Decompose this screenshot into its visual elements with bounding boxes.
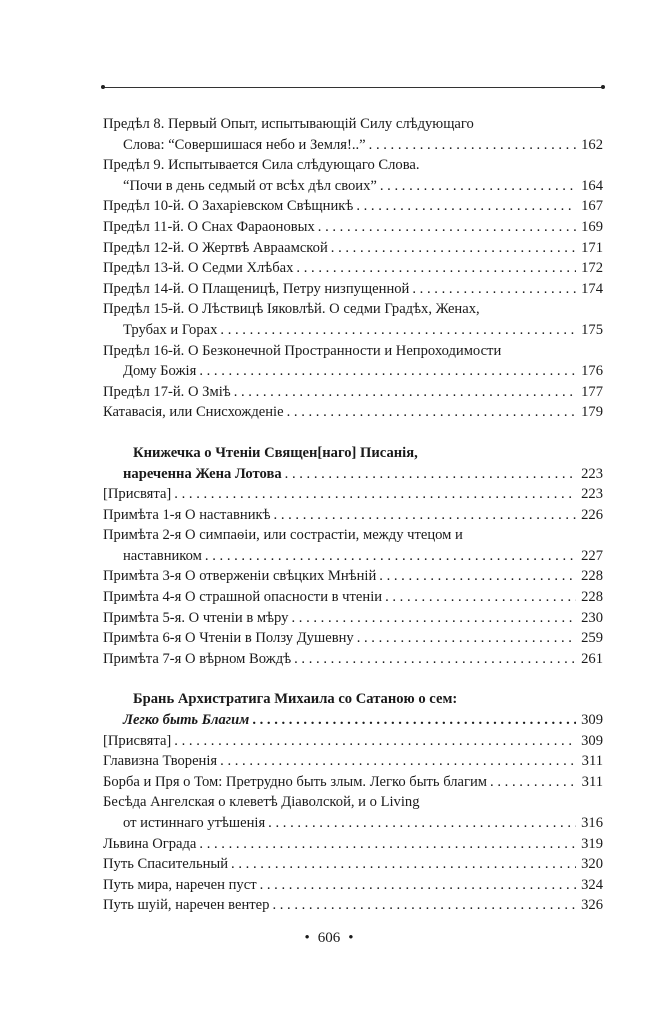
page-ref: 223 [581,486,603,503]
leader-dots [296,258,576,279]
entry-title: Львина Ограда [103,835,197,852]
toc-entry[interactable] [103,628,603,649]
entry-title: Путь мира, наречен пуст [103,876,257,893]
toc-section [103,689,603,916]
toc-line [103,217,603,238]
toc-entry[interactable] [103,114,603,155]
leader-dots [274,505,576,526]
page-ref: 320 [581,856,603,873]
leader-dots [252,710,576,731]
leader-dots [234,382,576,403]
toc-line [103,382,603,403]
page-ref: 226 [581,506,603,523]
entry-title: наставником [123,547,202,564]
entry-title: Предѣл 9. Испытывается Сила слѣдующаго Слова. [103,157,420,174]
toc-line [103,176,603,197]
toc-line [103,525,603,546]
page-ref: 230 [581,609,603,626]
entry-title: Предѣл 15-й. О Лѣствицѣ Іяковлѣй. О седми Градѣх, Женах, [103,301,480,318]
toc-entry[interactable] [103,854,603,875]
toc-entry[interactable] [103,731,603,752]
page-ref: 326 [581,897,603,914]
leader-dots [318,217,576,238]
page-ref: 316 [581,815,603,831]
page-ref: 228 [581,589,603,606]
entry-title: [Присвята] [103,486,172,503]
entry-title: Примѣта 2-я О симпаѳіи, или сострастіи, между чтецом и [103,527,463,544]
heading-title: Легко быть Благим [123,712,250,729]
page-ref: 167 [581,198,603,215]
leader-dots [380,176,576,197]
leader-dots [412,279,576,300]
page-ref: 172 [581,260,603,277]
heading-title: Книжечка о Чтеніи Священ[наго] Писанія, [133,444,418,461]
toc-line [103,751,603,772]
toc-line [103,587,603,608]
page-ref: 223 [581,465,603,482]
entry-title: Катавасія, или Снисхожденіе [103,404,284,421]
toc-line [103,875,603,896]
leader-dots [220,751,576,772]
leader-dots [199,361,576,382]
entry-title: [Присвята] [103,732,172,749]
leader-dots [379,566,576,587]
toc-line [103,299,603,320]
leader-dots [490,772,576,793]
toc-line [103,135,603,156]
toc-line [103,238,603,259]
entry-title: Предѣл 12-й. О Жертвѣ Авраамской [103,239,328,256]
page-ref: 169 [581,218,603,235]
page-ref: 177 [581,383,603,400]
toc-line [103,546,603,567]
toc-line [103,155,603,176]
toc-entry[interactable] [103,382,603,403]
bullet-right: • [348,930,354,946]
toc-entry[interactable] [103,772,603,793]
toc-entry[interactable] [103,525,603,566]
page-ref: 259 [581,630,603,647]
leader-dots [272,895,576,916]
toc-entry[interactable] [103,402,603,423]
page-footer [0,930,658,947]
leader-dots [220,320,576,341]
leader-dots [174,731,576,752]
page-ref: 162 [581,136,603,153]
toc-entry[interactable] [103,649,603,670]
entry-title: Слова: “Совершишася небо и Земля!..” [123,136,366,153]
entry-title: Примѣта 3-я О отверженіи свѣцких Мнѣній [103,568,377,585]
toc-line [103,792,603,813]
toc-entry[interactable] [103,608,603,629]
toc-entry[interactable] [103,566,603,587]
heading-title: Брань Архистратига Михаила со Сатаною о сем: [133,691,458,708]
leader-dots [369,135,576,156]
entry-title: от истиннаго утѣшенія [123,815,266,831]
toc-line [103,813,603,834]
toc-line [103,341,603,362]
page-ref: 261 [581,650,603,667]
toc-line [103,196,603,217]
entry-title: Предѣл 8. Первый Опыт, испытывающій Силу слѣдующаго [103,116,474,132]
page-ref: 227 [581,547,603,564]
toc-line [103,834,603,855]
section-heading[interactable] [103,443,603,484]
leader-dots [231,854,576,875]
leader-dots [294,649,576,670]
toc-entry[interactable] [103,299,603,340]
entry-title: Главизна Творенія [103,753,218,770]
entry-title: “Почи в день седмый от всѣх дѣл своих” [123,177,377,194]
bullet-left: • [304,930,310,946]
toc-entry[interactable] [103,196,603,217]
heading-title: нареченна Жена Лотова [123,465,282,482]
toc-line [103,258,603,279]
entry-title: Примѣта 7-я О вѣрном Вождѣ [103,650,292,667]
leader-dots [199,834,576,855]
page-number: 606 [317,930,341,946]
toc-entry[interactable] [103,279,603,300]
page-ref: 311 [581,773,603,790]
page-ref: 324 [581,876,603,893]
toc-section [103,443,603,670]
toc-line [103,361,603,382]
toc-entry[interactable] [103,587,603,608]
leader-dots [291,608,576,629]
toc-entry[interactable] [103,834,603,855]
page-ref: 309 [581,732,603,749]
top-rule [103,87,603,88]
entry-title: Путь шуій, наречен вентер [103,897,270,914]
toc-line [103,689,603,710]
leader-dots [174,484,576,505]
entry-title: Предѣл 17-й. О Змiѣ [103,383,231,400]
entry-title: Предѣл 14-й. О Плащеницѣ, Петру низпущенной [103,280,410,297]
entry-title: Предѣл 11-й. О Снах Фараоновых [103,218,315,235]
toc-line [103,402,603,423]
page-ref: 164 [581,177,603,194]
entry-title: Предѣл 13-й. О Седми Хлѣбах [103,260,294,277]
toc-line [103,628,603,649]
entry-title: Борба и Пря о Том: Претрудно быть злым. Легко быть благим [103,773,488,790]
entry-title: Бесѣда Ангелская о клеветѣ Діаволской, и о Living [103,794,420,811]
toc-entry[interactable] [103,341,603,382]
toc-line [103,608,603,629]
toc-line [103,772,603,793]
table-of-contents [103,114,603,916]
toc-entry[interactable] [103,155,603,196]
page-ref: 171 [581,239,603,256]
toc-entry[interactable] [103,792,603,833]
leader-dots [260,875,576,896]
leader-dots [268,813,576,834]
page-ref: 309 [581,712,603,729]
section-heading[interactable] [103,689,603,730]
leader-dots [331,238,576,259]
toc-line [103,854,603,875]
entry-title: Путь Спасительный [103,856,229,873]
page-ref: 179 [581,404,603,421]
entry-title: Примѣта 6-я О Чтеніи в Ползу Душевну [103,630,354,647]
toc-entry[interactable] [103,895,603,916]
page-ref: 175 [581,321,603,338]
page-ref: 319 [581,835,603,852]
rule-right-dot [601,85,605,89]
toc-line [103,320,603,341]
toc-entry[interactable] [103,875,603,896]
toc-entry[interactable] [103,238,603,259]
toc-line [103,114,603,135]
toc-line [103,505,603,526]
toc-line [103,566,603,587]
toc-line [103,649,603,670]
page-ref: 228 [581,568,603,585]
entry-title: Примѣта 1-я О наставникѣ [103,506,271,523]
entry-title: Дому Божія [123,363,197,380]
entry-title: Предѣл 16-й. О Безконечной Пространности и Непроходимости [103,342,502,359]
page-ref: 176 [581,363,603,380]
entry-title: Примѣта 5-я. О чтеніи в мѣру [103,609,289,626]
entry-title: Трубах и Горах [123,321,218,338]
toc-line [103,279,603,300]
toc-line [103,731,603,752]
page-ref: 174 [581,280,603,297]
toc-line [103,464,603,485]
toc-entry[interactable] [103,484,603,505]
toc-entry[interactable] [103,258,603,279]
toc-line [103,484,603,505]
toc-entry[interactable] [103,751,603,772]
entry-title: Предѣл 10-й. О Захаріевском Свѣщникѣ [103,198,354,215]
leader-dots [287,402,576,423]
page-ref: 311 [581,753,603,770]
leader-dots [356,196,576,217]
leader-dots [357,628,576,649]
rule-left-dot [101,85,105,89]
toc-line [103,443,603,464]
leader-dots [205,546,576,567]
entry-title: Примѣта 4-я О страшной опасности в чтеніи [103,589,383,606]
toc-entry[interactable] [103,505,603,526]
toc-entry[interactable] [103,217,603,238]
toc-line [103,895,603,916]
leader-dots [285,464,576,485]
toc-line [103,710,603,731]
leader-dots [385,587,576,608]
